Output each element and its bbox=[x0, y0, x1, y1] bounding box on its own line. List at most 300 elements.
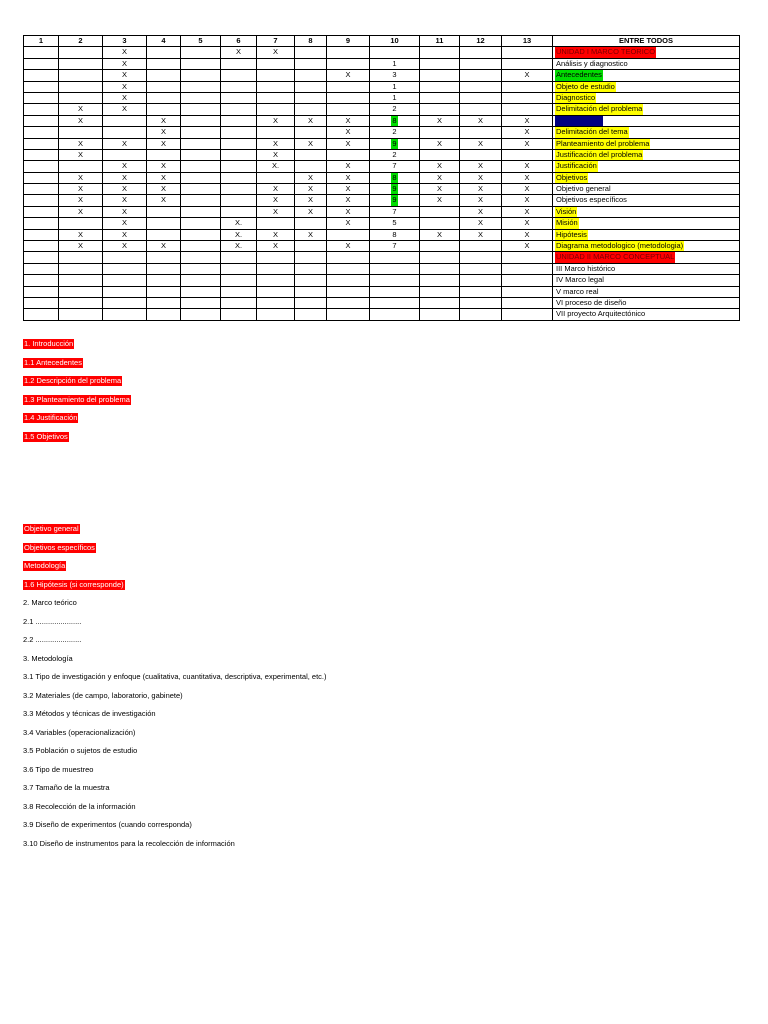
topic-cell bbox=[553, 173, 740, 184]
mark-cell bbox=[460, 241, 502, 252]
mark-value bbox=[526, 93, 528, 103]
mark-value bbox=[80, 264, 82, 274]
mark-cell bbox=[24, 230, 59, 241]
mark-cell bbox=[502, 161, 553, 172]
mark-cell bbox=[295, 47, 327, 58]
mark-value bbox=[80, 161, 82, 171]
topic-label: VII proyecto Arquitectónico bbox=[556, 309, 646, 319]
mark-cell bbox=[502, 298, 553, 309]
mark-value: X bbox=[436, 195, 442, 205]
mark-cell bbox=[221, 218, 257, 229]
outline-item-text: 3.10 Diseño de instrumentos para la recolección de información bbox=[23, 838, 235, 848]
mark-cell bbox=[221, 139, 257, 150]
mark-cell bbox=[327, 275, 370, 286]
mark-cell bbox=[147, 139, 181, 150]
count-cell bbox=[370, 207, 420, 218]
mark-value: X bbox=[77, 172, 83, 182]
outline-section bbox=[23, 335, 327, 446]
mark-value bbox=[124, 275, 126, 285]
outline-item-text: 1.4 Justificación bbox=[24, 413, 78, 423]
mark-value: X bbox=[477, 115, 483, 125]
mark-value bbox=[480, 309, 482, 319]
mark-value bbox=[163, 82, 165, 92]
mark-value bbox=[40, 195, 42, 205]
mark-cell bbox=[59, 287, 103, 298]
mark-value bbox=[480, 252, 482, 262]
mark-value bbox=[347, 47, 349, 57]
mark-value: X bbox=[477, 184, 483, 194]
mark-value bbox=[347, 150, 349, 160]
mark-value: X bbox=[524, 206, 530, 216]
mark-value: X bbox=[524, 195, 530, 205]
mark-cell bbox=[147, 275, 181, 286]
mark-cell bbox=[295, 264, 327, 275]
count-value: 7 bbox=[392, 241, 397, 251]
topic-cell bbox=[553, 184, 740, 195]
mark-cell bbox=[147, 59, 181, 70]
mark-value bbox=[439, 252, 441, 262]
mark-value bbox=[40, 264, 42, 274]
mark-cell bbox=[181, 70, 221, 81]
count-cell bbox=[370, 82, 420, 93]
mark-value: X bbox=[477, 172, 483, 182]
mark-value: X. bbox=[234, 218, 243, 228]
mark-cell bbox=[295, 70, 327, 81]
mark-cell bbox=[221, 287, 257, 298]
count-cell bbox=[370, 195, 420, 206]
topic-label bbox=[555, 116, 603, 126]
mark-value: X bbox=[160, 161, 166, 171]
mark-cell bbox=[502, 116, 553, 127]
topic-cell bbox=[553, 127, 740, 138]
topic-cell bbox=[553, 287, 740, 298]
mark-value bbox=[163, 104, 165, 114]
mark-cell bbox=[460, 264, 502, 275]
mark-value bbox=[238, 173, 240, 183]
mark-cell bbox=[147, 173, 181, 184]
topic-cell bbox=[553, 59, 740, 70]
topic-cell bbox=[553, 241, 740, 252]
mark-value bbox=[275, 218, 277, 228]
mark-value bbox=[310, 161, 312, 171]
mark-cell bbox=[460, 230, 502, 241]
mark-value: X bbox=[307, 138, 313, 148]
mark-cell bbox=[295, 241, 327, 252]
mark-value: X bbox=[160, 115, 166, 125]
mark-value bbox=[238, 252, 240, 262]
outline-item-text: 2. Marco teórico bbox=[23, 598, 77, 607]
mark-cell bbox=[181, 82, 221, 93]
mark-value: X bbox=[345, 115, 351, 125]
mark-value: X bbox=[160, 195, 166, 205]
mark-cell bbox=[147, 207, 181, 218]
mark-value: X bbox=[77, 184, 83, 194]
mark-cell bbox=[147, 309, 181, 320]
outline-item-text: 3.5 Población o sujetos de estudio bbox=[23, 746, 138, 755]
mark-value bbox=[526, 59, 528, 69]
mark-value bbox=[310, 70, 312, 80]
mark-value bbox=[200, 252, 202, 262]
topic-label: Objeto de estudio bbox=[556, 81, 615, 91]
mark-value: X bbox=[121, 58, 127, 68]
mark-value bbox=[310, 309, 312, 319]
mark-value bbox=[80, 287, 82, 297]
mark-cell bbox=[257, 82, 295, 93]
mark-cell bbox=[59, 127, 103, 138]
mark-cell bbox=[181, 309, 221, 320]
mark-cell bbox=[460, 275, 502, 286]
count-cell bbox=[370, 59, 420, 70]
count-cell bbox=[370, 184, 420, 195]
mark-cell bbox=[327, 161, 370, 172]
mark-value: X bbox=[272, 195, 278, 205]
mark-value bbox=[275, 275, 277, 285]
mark-value bbox=[310, 298, 312, 308]
count-cell bbox=[370, 70, 420, 81]
mark-cell bbox=[221, 241, 257, 252]
mark-value bbox=[526, 104, 528, 114]
topic-cell bbox=[553, 161, 740, 172]
mark-cell bbox=[295, 218, 327, 229]
mark-cell bbox=[295, 150, 327, 161]
topic-cell bbox=[553, 252, 740, 263]
count-cell bbox=[370, 116, 420, 127]
count-cell bbox=[370, 252, 420, 263]
mark-value bbox=[238, 184, 240, 194]
mark-value: X bbox=[121, 47, 127, 57]
count-cell bbox=[370, 298, 420, 309]
mark-cell bbox=[24, 116, 59, 127]
mark-value: X bbox=[345, 206, 351, 216]
topic-label: Planteamiento del problema bbox=[556, 138, 650, 148]
mark-value bbox=[200, 241, 202, 251]
mark-value: X bbox=[477, 229, 483, 239]
mark-cell bbox=[24, 207, 59, 218]
count-cell bbox=[370, 173, 420, 184]
mark-value: X bbox=[345, 195, 351, 205]
mark-value bbox=[40, 116, 42, 126]
mark-cell bbox=[103, 127, 147, 138]
mark-value bbox=[480, 93, 482, 103]
mark-value bbox=[238, 275, 240, 285]
mark-cell bbox=[147, 252, 181, 263]
count-value bbox=[394, 252, 396, 262]
mark-value bbox=[480, 264, 482, 274]
count-value bbox=[394, 287, 396, 297]
document-outline bbox=[23, 335, 327, 853]
topic-cell bbox=[553, 93, 740, 104]
mark-cell bbox=[502, 241, 553, 252]
mark-value bbox=[238, 287, 240, 297]
mark-cell bbox=[103, 116, 147, 127]
mark-value: X bbox=[524, 241, 530, 251]
count-cell bbox=[370, 139, 420, 150]
topic-label: Diagnostico bbox=[556, 92, 596, 102]
mark-cell bbox=[257, 59, 295, 70]
mark-value bbox=[526, 287, 528, 297]
mark-value bbox=[80, 275, 82, 285]
mark-cell bbox=[420, 264, 460, 275]
mark-value bbox=[200, 127, 202, 137]
topic-label: Visión bbox=[556, 206, 577, 216]
mark-cell bbox=[103, 218, 147, 229]
mark-value bbox=[200, 47, 202, 57]
mark-value bbox=[163, 59, 165, 69]
mark-value bbox=[200, 298, 202, 308]
mark-value bbox=[163, 150, 165, 160]
mark-value bbox=[200, 275, 202, 285]
mark-cell bbox=[103, 139, 147, 150]
mark-cell bbox=[103, 207, 147, 218]
mark-cell bbox=[59, 195, 103, 206]
mark-cell bbox=[257, 287, 295, 298]
outline-item-text: 3.9 Diseño de experimentos (cuando corresponda) bbox=[23, 820, 192, 829]
mark-cell bbox=[502, 264, 553, 275]
mark-cell bbox=[181, 161, 221, 172]
mark-value: X bbox=[436, 138, 442, 148]
mark-cell bbox=[295, 309, 327, 320]
mark-value bbox=[526, 82, 528, 92]
topic-label: Misión bbox=[556, 218, 578, 228]
outline-item-text: Objetivos específicos bbox=[24, 542, 95, 552]
count-value: 8 bbox=[392, 172, 397, 182]
mark-value: X. bbox=[271, 161, 280, 171]
topic-cell bbox=[553, 47, 740, 58]
header-entre-todos: ENTRE TODOS bbox=[553, 36, 740, 47]
mark-value bbox=[238, 161, 240, 171]
mark-cell bbox=[103, 59, 147, 70]
mark-cell bbox=[221, 173, 257, 184]
mark-value bbox=[439, 287, 441, 297]
mark-cell bbox=[327, 298, 370, 309]
outline-section bbox=[23, 594, 327, 853]
mark-cell bbox=[502, 93, 553, 104]
outline-item-text: Objetivo general bbox=[24, 524, 79, 534]
mark-cell bbox=[24, 82, 59, 93]
mark-cell bbox=[59, 150, 103, 161]
mark-cell bbox=[327, 59, 370, 70]
mark-value bbox=[40, 59, 42, 69]
mark-value bbox=[275, 173, 277, 183]
mark-cell bbox=[181, 173, 221, 184]
mark-value bbox=[480, 298, 482, 308]
mark-cell bbox=[221, 252, 257, 263]
mark-value bbox=[40, 47, 42, 57]
mark-value bbox=[40, 150, 42, 160]
mark-value: X bbox=[121, 104, 127, 114]
count-value: 2 bbox=[392, 127, 397, 137]
mark-value bbox=[439, 241, 441, 251]
mark-value bbox=[238, 309, 240, 319]
topic-cell bbox=[553, 82, 740, 93]
topic-label: Delimitación del problema bbox=[556, 104, 643, 114]
outline-item bbox=[23, 409, 327, 428]
mark-value bbox=[347, 82, 349, 92]
topic-label: UNIDAD II MARCO CONCEPTUAL bbox=[556, 252, 675, 262]
column-header: 4 bbox=[147, 36, 181, 47]
mark-value bbox=[40, 184, 42, 194]
outline-item-text: 3.7 Tamaño de la muestra bbox=[23, 783, 110, 792]
mark-value bbox=[80, 59, 82, 69]
mark-cell bbox=[257, 173, 295, 184]
mark-cell bbox=[59, 139, 103, 150]
mark-value bbox=[40, 161, 42, 171]
mark-value: X bbox=[121, 81, 127, 91]
mark-value: X bbox=[77, 206, 83, 216]
mark-cell bbox=[147, 47, 181, 58]
mark-cell bbox=[295, 275, 327, 286]
mark-value bbox=[439, 70, 441, 80]
mark-value bbox=[310, 59, 312, 69]
mark-cell bbox=[24, 127, 59, 138]
mark-cell bbox=[103, 309, 147, 320]
mark-cell bbox=[221, 230, 257, 241]
outline-item bbox=[23, 520, 327, 539]
column-header: 2 bbox=[59, 36, 103, 47]
mark-cell bbox=[327, 47, 370, 58]
mark-value: X bbox=[77, 195, 83, 205]
mark-value bbox=[310, 150, 312, 160]
mark-value bbox=[80, 82, 82, 92]
mark-cell bbox=[181, 252, 221, 263]
mark-cell bbox=[295, 116, 327, 127]
mark-value: X bbox=[272, 47, 278, 57]
topic-label: Delimitación del tema bbox=[556, 127, 628, 137]
mark-cell bbox=[24, 150, 59, 161]
mark-cell bbox=[59, 298, 103, 309]
count-cell bbox=[370, 230, 420, 241]
mark-cell bbox=[59, 207, 103, 218]
mark-cell bbox=[59, 264, 103, 275]
outline-item bbox=[23, 668, 327, 687]
mark-value bbox=[200, 184, 202, 194]
outline-item-text: 3.4 Variables (operacionalización) bbox=[23, 727, 136, 737]
mark-value bbox=[40, 298, 42, 308]
mark-cell bbox=[327, 93, 370, 104]
mark-cell bbox=[327, 104, 370, 115]
mark-value: X bbox=[477, 161, 483, 171]
mark-value: X bbox=[524, 115, 530, 125]
mark-value bbox=[310, 275, 312, 285]
mark-cell bbox=[327, 230, 370, 241]
mark-cell bbox=[502, 139, 553, 150]
mark-value: X bbox=[160, 172, 166, 182]
mark-cell bbox=[502, 82, 553, 93]
mark-value: X bbox=[477, 206, 483, 216]
mark-value: X bbox=[524, 70, 530, 80]
mark-cell bbox=[103, 93, 147, 104]
mark-value: X bbox=[477, 138, 483, 148]
mark-cell bbox=[59, 93, 103, 104]
topic-label: VI proceso de diseño bbox=[556, 297, 627, 307]
mark-value: X bbox=[121, 195, 127, 205]
mark-cell bbox=[257, 207, 295, 218]
mark-value bbox=[439, 207, 441, 217]
mark-cell bbox=[420, 275, 460, 286]
mark-cell bbox=[59, 218, 103, 229]
mark-cell bbox=[257, 150, 295, 161]
mark-cell bbox=[502, 173, 553, 184]
outline-item bbox=[23, 631, 327, 650]
mark-cell bbox=[59, 241, 103, 252]
mark-cell bbox=[147, 184, 181, 195]
mark-value bbox=[480, 70, 482, 80]
mark-cell bbox=[59, 173, 103, 184]
mark-cell bbox=[181, 150, 221, 161]
mark-value bbox=[40, 127, 42, 137]
mark-value bbox=[439, 104, 441, 114]
mark-value bbox=[439, 47, 441, 57]
mark-value bbox=[200, 309, 202, 319]
mark-value bbox=[526, 264, 528, 274]
mark-cell bbox=[103, 241, 147, 252]
mark-value bbox=[200, 116, 202, 126]
mark-cell bbox=[327, 70, 370, 81]
count-cell bbox=[370, 150, 420, 161]
topic-cell bbox=[553, 309, 740, 320]
mark-value: X bbox=[272, 206, 278, 216]
count-cell bbox=[370, 161, 420, 172]
mark-cell bbox=[24, 139, 59, 150]
mark-value: X bbox=[121, 70, 127, 80]
count-value bbox=[394, 298, 396, 308]
column-header: 1 bbox=[24, 36, 59, 47]
mark-cell bbox=[221, 150, 257, 161]
count-value bbox=[394, 309, 396, 319]
mark-cell bbox=[327, 264, 370, 275]
mark-cell bbox=[221, 184, 257, 195]
mark-value: X. bbox=[234, 241, 243, 251]
count-cell bbox=[370, 275, 420, 286]
mark-cell bbox=[420, 184, 460, 195]
mark-value bbox=[200, 59, 202, 69]
mark-value bbox=[200, 161, 202, 171]
mark-cell bbox=[257, 241, 295, 252]
mark-value bbox=[163, 298, 165, 308]
mark-cell bbox=[420, 207, 460, 218]
mark-cell bbox=[221, 127, 257, 138]
mark-cell bbox=[502, 184, 553, 195]
mark-cell bbox=[502, 104, 553, 115]
topic-cell bbox=[553, 207, 740, 218]
mark-value bbox=[200, 287, 202, 297]
mark-value bbox=[439, 59, 441, 69]
mark-value bbox=[480, 241, 482, 251]
mark-cell bbox=[460, 139, 502, 150]
mark-value bbox=[275, 264, 277, 274]
mark-value bbox=[124, 309, 126, 319]
outline-item bbox=[23, 335, 327, 354]
mark-cell bbox=[59, 82, 103, 93]
mark-value: X bbox=[272, 138, 278, 148]
mark-value: X bbox=[436, 184, 442, 194]
topic-label: UNIDAD I MARCO TEORICO bbox=[556, 47, 656, 57]
mark-value bbox=[347, 309, 349, 319]
mark-value bbox=[40, 139, 42, 149]
mark-value bbox=[275, 298, 277, 308]
mark-value: X bbox=[160, 127, 166, 137]
mark-value bbox=[80, 309, 82, 319]
mark-cell bbox=[420, 298, 460, 309]
mark-cell bbox=[295, 287, 327, 298]
mark-cell bbox=[460, 207, 502, 218]
mark-value: X bbox=[345, 218, 351, 228]
mark-cell bbox=[420, 93, 460, 104]
mark-cell bbox=[420, 127, 460, 138]
mark-cell bbox=[420, 47, 460, 58]
count-value: 9 bbox=[392, 195, 397, 205]
outline-item-text: 3. Metodología bbox=[23, 653, 73, 663]
